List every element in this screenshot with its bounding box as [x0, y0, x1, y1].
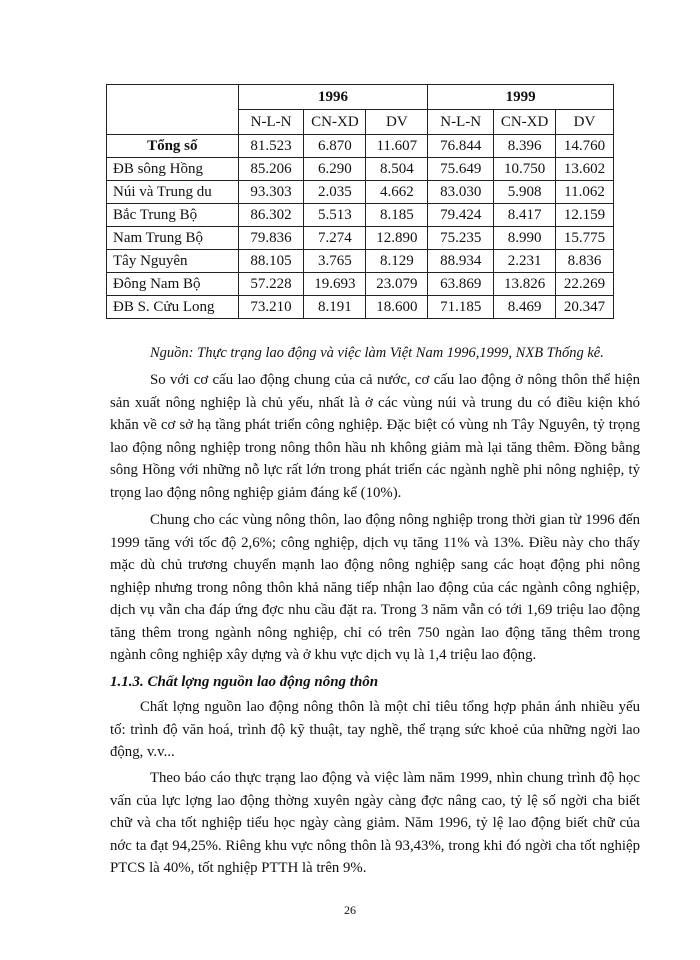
table-cell: 88.934 — [428, 250, 494, 273]
table-cell: 86.302 — [238, 204, 304, 227]
row-label: Tây Nguyên — [107, 250, 239, 273]
table-row — [107, 158, 614, 181]
table-cell: 8.396 — [494, 135, 556, 158]
table-cell: 73.210 — [238, 296, 304, 319]
table-cell: 8.836 — [556, 250, 614, 273]
table-cell: 5.908 — [494, 181, 556, 204]
table-row — [107, 181, 614, 204]
table-cell: 12.159 — [556, 204, 614, 227]
paragraph-2: Chung cho các vùng nông thôn, lao động nông nghiệp trong thời gian từ 1996 đến 1999 tăng với tốc độ 2,6%; công nghiệp, dịch vụ tăng 11% và 13%. Điều này cho thấy mặc dù chủ trương chuyển mạnh lao động nông nghiệp sang các hoạt động phi nông nghiệp nhưng trong nông thôn khả năng tiếp nhận lao động của các ngành công nghiệp, dịch vụ vẫn cha đáp ứng đợc nhu cầu đặt ra. Trong 3 năm vẫn có tới 1,69 triệu lao động tăng thêm trong ngành nông nghiệp, chỉ có trên 750 ngàn lao động tăng thêm trong ngành công nghiệp xây dựng và ở khu vực dịch vụ là 1,4 triệu lao động. — [110, 512, 640, 663]
table-cell: 83.030 — [428, 181, 494, 204]
section-heading: 1.1.3. Chất lợng nguồn lao động nông thôn — [110, 674, 379, 690]
row-label: Núi và Trung du — [107, 181, 239, 204]
table-cell: 5.513 — [304, 204, 366, 227]
table-cell: 13.602 — [556, 158, 614, 181]
row-label: ĐB sông Hồng — [107, 158, 239, 181]
table-cell: 93.303 — [238, 181, 304, 204]
table-cell: 79.836 — [238, 227, 304, 250]
table-cell: 57.228 — [238, 273, 304, 296]
table-row — [107, 273, 614, 296]
col-header: CN-XD — [304, 110, 366, 135]
row-label: Nam Trung Bộ — [107, 227, 239, 250]
table-cell: 2.035 — [304, 181, 366, 204]
table-cell: 2.231 — [494, 250, 556, 273]
row-label: Đông Nam Bộ — [107, 273, 239, 296]
table-row — [107, 204, 614, 227]
col-header: N-L-N — [428, 110, 494, 135]
table-cell: 22.269 — [556, 273, 614, 296]
paragraph-4: Theo báo cáo thực trạng lao động và việc làm năm 1999, nhìn chung trình độ học vấn của lực lợng lao động thờng xuyên ngày càng đợc nâng cao, tỷ lệ số ngời cha biết chữ và cha tốt nghiệp tiểu học ngày càng giảm. Năm 1996, tỷ lệ lao động biết chữ của nớc ta đạt 94,25%. Riêng khu vực nông thôn là 93,43%, trong khi đó ngời cha tốt nghiệp PTCS là 40%, tốt nghiệp PTTH là trên 9%. — [110, 770, 640, 876]
table-cell: 75.649 — [428, 158, 494, 181]
table-cell: 7.274 — [304, 227, 366, 250]
table-cell: 3.765 — [304, 250, 366, 273]
table-cell: 76.844 — [428, 135, 494, 158]
table-row — [107, 227, 614, 250]
table-cell: 12.890 — [366, 227, 428, 250]
col-header: CN-XD — [494, 110, 556, 135]
table-row — [107, 135, 614, 158]
table-cell: 20.347 — [556, 296, 614, 319]
table-cell: 8.504 — [366, 158, 428, 181]
table-cell: 8.185 — [366, 204, 428, 227]
paragraph-3: Chất lợng nguồn lao động nông thôn là một chỉ tiêu tổng hợp phản ánh nhiều yếu tố: trình độ văn hoá, trình độ kỹ thuật, tay nghề, thể trạng sức khoẻ của những ngời lao động, v.v... — [110, 699, 640, 760]
table-cell: 8.469 — [494, 296, 556, 319]
table-cell: 4.662 — [366, 181, 428, 204]
table-row — [107, 250, 614, 273]
labor-structure-table — [106, 84, 614, 319]
table-cell: 19.693 — [304, 273, 366, 296]
row-label: Bắc Trung Bộ — [107, 204, 239, 227]
table-source-note: Nguồn: Thực trạng lao động và việc làm Việt Nam 1996,1999, NXB Thống kê. — [150, 345, 604, 361]
row-label: ĐB S. Cửu Long — [107, 296, 239, 319]
page-number: 26 — [344, 903, 356, 917]
year-header-1996: 1996 — [238, 85, 428, 110]
row-label: Tổng số — [107, 135, 239, 158]
table-cell: 15.775 — [556, 227, 614, 250]
table-cell: 85.206 — [238, 158, 304, 181]
table-cell: 71.185 — [428, 296, 494, 319]
year-header-1999: 1999 — [428, 85, 614, 110]
table-cell: 8.990 — [494, 227, 556, 250]
table-cell: 6.290 — [304, 158, 366, 181]
table-cell: 63.869 — [428, 273, 494, 296]
paragraph-1: So với cơ cấu lao động chung của cả nước, cơ cấu lao động ở nông thôn thể hiện sản xuất nông nghiệp là chủ yếu, nhất là ở các vùng núi và trung du có điều kiện khó khăn về cơ sở hạ tầng phát triển công nghiệp. Đặc biệt có vùng nh Tây Nguyên, tỷ trọng lao động nông nghiệp trong nông thôn hầu nh không giảm mà lại tăng thêm. Đồng bằng sông Hồng với những nỗ lực rất lớn trong phát triển các ngành nghề phi nông nghiệp, tỷ trọng lao động nông nghiệp giảm đáng kể (10%). — [110, 372, 640, 501]
col-header: DV — [556, 110, 614, 135]
table-cell: 18.600 — [366, 296, 428, 319]
table-cell: 88.105 — [238, 250, 304, 273]
table-cell: 6.870 — [304, 135, 366, 158]
table-cell: 23.079 — [366, 273, 428, 296]
table-cell: 10.750 — [494, 158, 556, 181]
table-row — [107, 296, 614, 319]
col-header: N-L-N — [238, 110, 304, 135]
table-cell: 8.129 — [366, 250, 428, 273]
table-cell: 8.191 — [304, 296, 366, 319]
col-header: DV — [366, 110, 428, 135]
table-cell: 14.760 — [556, 135, 614, 158]
table-corner-cell — [107, 85, 239, 135]
table-cell: 8.417 — [494, 204, 556, 227]
table-cell: 81.523 — [238, 135, 304, 158]
table-cell: 75.235 — [428, 227, 494, 250]
table-cell: 11.062 — [556, 181, 614, 204]
table-year-header-row — [107, 85, 614, 110]
table-cell: 79.424 — [428, 204, 494, 227]
table-cell: 11.607 — [366, 135, 428, 158]
table-cell: 13.826 — [494, 273, 556, 296]
